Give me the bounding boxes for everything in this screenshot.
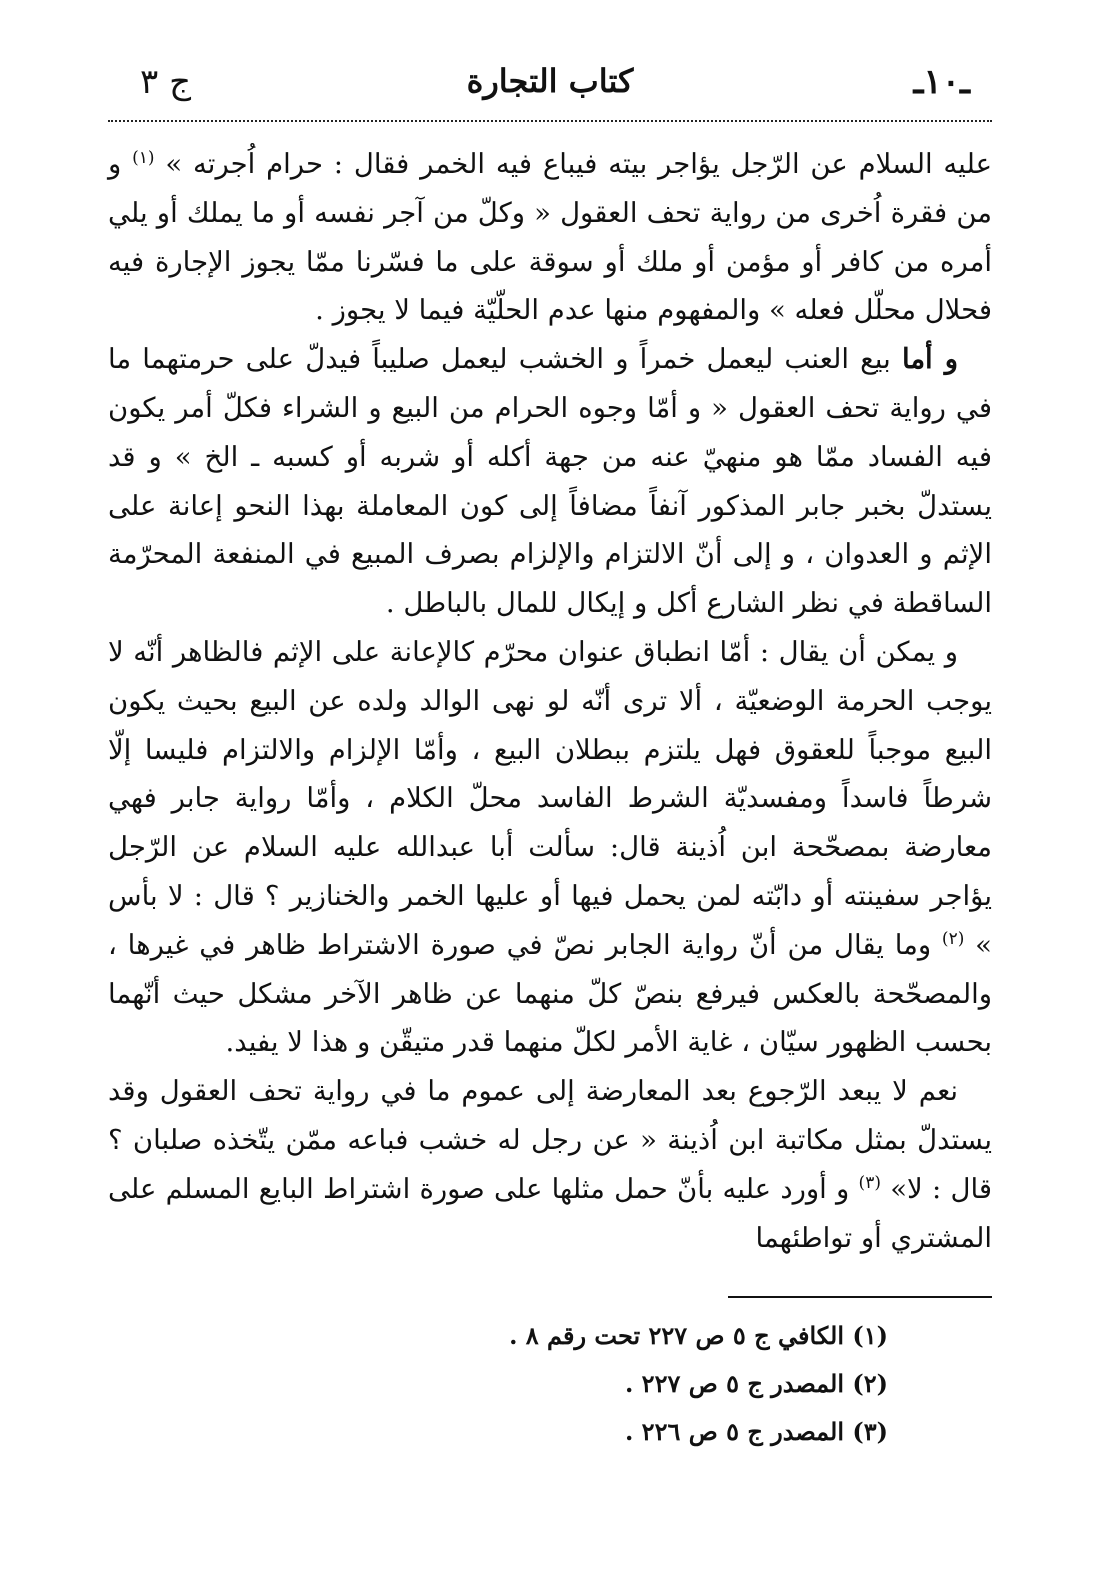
header-divider [108,120,992,122]
footnotes [108,1312,888,1456]
paragraph-2 [108,335,992,628]
paragraph-3 [108,628,992,1067]
page-number: ـ١٠ـ [913,62,970,102]
footnote-ref-3: (٣) [858,1172,881,1193]
paragraph-1-text-b: و من فقرة اُخرى من رواية تحف العقول « وكلّ من آجر نفسه أو ما يملك أو يلي أمره من كافر أو مؤمن أو ملك أو سوقة على ما فسّرنا ممّا يجوز الإجارة فيه فحلال محلّل فعله » والمفهوم منها عدم الحلّيّة فيما لا يجوز . [108,148,992,327]
book-title: كتاب التجارة [466,62,634,100]
footnote-3: (٣) المصدر ج ٥ ص ٢٢٦ . [624,1417,888,1446]
paragraph-1-text-a: عليه السلام عن الرّجل يؤاجر بيته فيباع فيه الخمر فقال : حرام اُجرته » [165,148,992,180]
page-header [108,62,992,114]
paragraph-2-lead: و أما [901,343,958,376]
paragraph-4-text-b: و أورد عليه بأنّ حمل مثلها على صورة اشتراط البايع المسلم على المشتري أو تواطئهما [108,1172,992,1254]
footnote-ref-2: (٢) [941,928,965,949]
footnote-divider [728,1296,992,1298]
footnote-2: (٢) المصدر ج ٥ ص ٢٢٧ . [624,1369,888,1398]
paragraph-3-text-a: و يمكن أن يقال : أمّا انطباق عنوان محرّم كالإعانة على الإثم فالظاهر أنّه لا يوجب الحرمة الوضعيّة ، ألا ترى أنّه لو نهى الوالد ولده عن البيع بحيث يكون البيع موجباً للعقوق فهل يلتزم ببطلان البيع ، وأمّا الإلزام والالتزام فليسا إلّا شرطاً فاسداً ومفسديّة الشرط الفاسد محلّ الكلام ، وأمّا رواية جابر فهي معارضة بمصحّحة ابن اُذينة قال: سألت أبا عبدالله عليه السلام عن الرّجل يؤاجر سفينته أو دابّته لمن يحمل فيها أو عليها الخمر والخنازير ؟ قال : لا بأس » [108,635,992,961]
paragraph-4-text-a: نعم لا يبعد الرّجوع بعد المعارضة إلى عموم ما في رواية تحف العقول وقد يستدلّ بمثل مكاتبة ابن اُذينة « عن رجل له خشب فباعه ممّن يتّخذه صلبان ؟ قال : لا» [108,1075,992,1205]
footnote-ref-1: (١) [132,147,155,168]
paragraph-4 [108,1067,992,1262]
footnote-1: (١) الكافي ج ٥ ص ٢٢٧ تحت رقم ٨ . [509,1321,888,1350]
paragraph-1 [108,140,992,335]
volume-label: ج ٣ [140,62,192,102]
main-text [108,140,992,1262]
paragraph-3-text-b: وما يقال من أنّ رواية الجابر نصّ في صورة الاشتراط ظاهر في غيرها ، والمصحّحة بالعكس فيرفع بنصّ كلّ منهما عن ظاهر الآخر مشكل حيث أنّهما بحسب الظهور سيّان ، غاية الأمر لكلّ منهما قدر متيقّن و هذا لا يفيد. [108,928,992,1059]
paragraph-2-text: بيع العنب ليعمل خمراً و الخشب ليعمل صليباً فيدلّ على حرمتهما ما في رواية تحف العقول « و أمّا وجوه الحرام من البيع و الشراء فكلّ أمر يكون فيه الفساد ممّا هو منهيّ عنه من جهة أكله أو شربه أو كسبه ـ الخ » و قد يستدلّ بخبر جابر المذكور آنفاً مضافاً إلى كون المعاملة بهذا النحو إعانة على الإثم و العدوان ، و إلى أنّ الالتزام والإلزام بصرف المبيع في المنفعة المحرّمة الساقطة في نظر الشارع أكل و إيكال للمال بالباطل . [108,343,992,620]
